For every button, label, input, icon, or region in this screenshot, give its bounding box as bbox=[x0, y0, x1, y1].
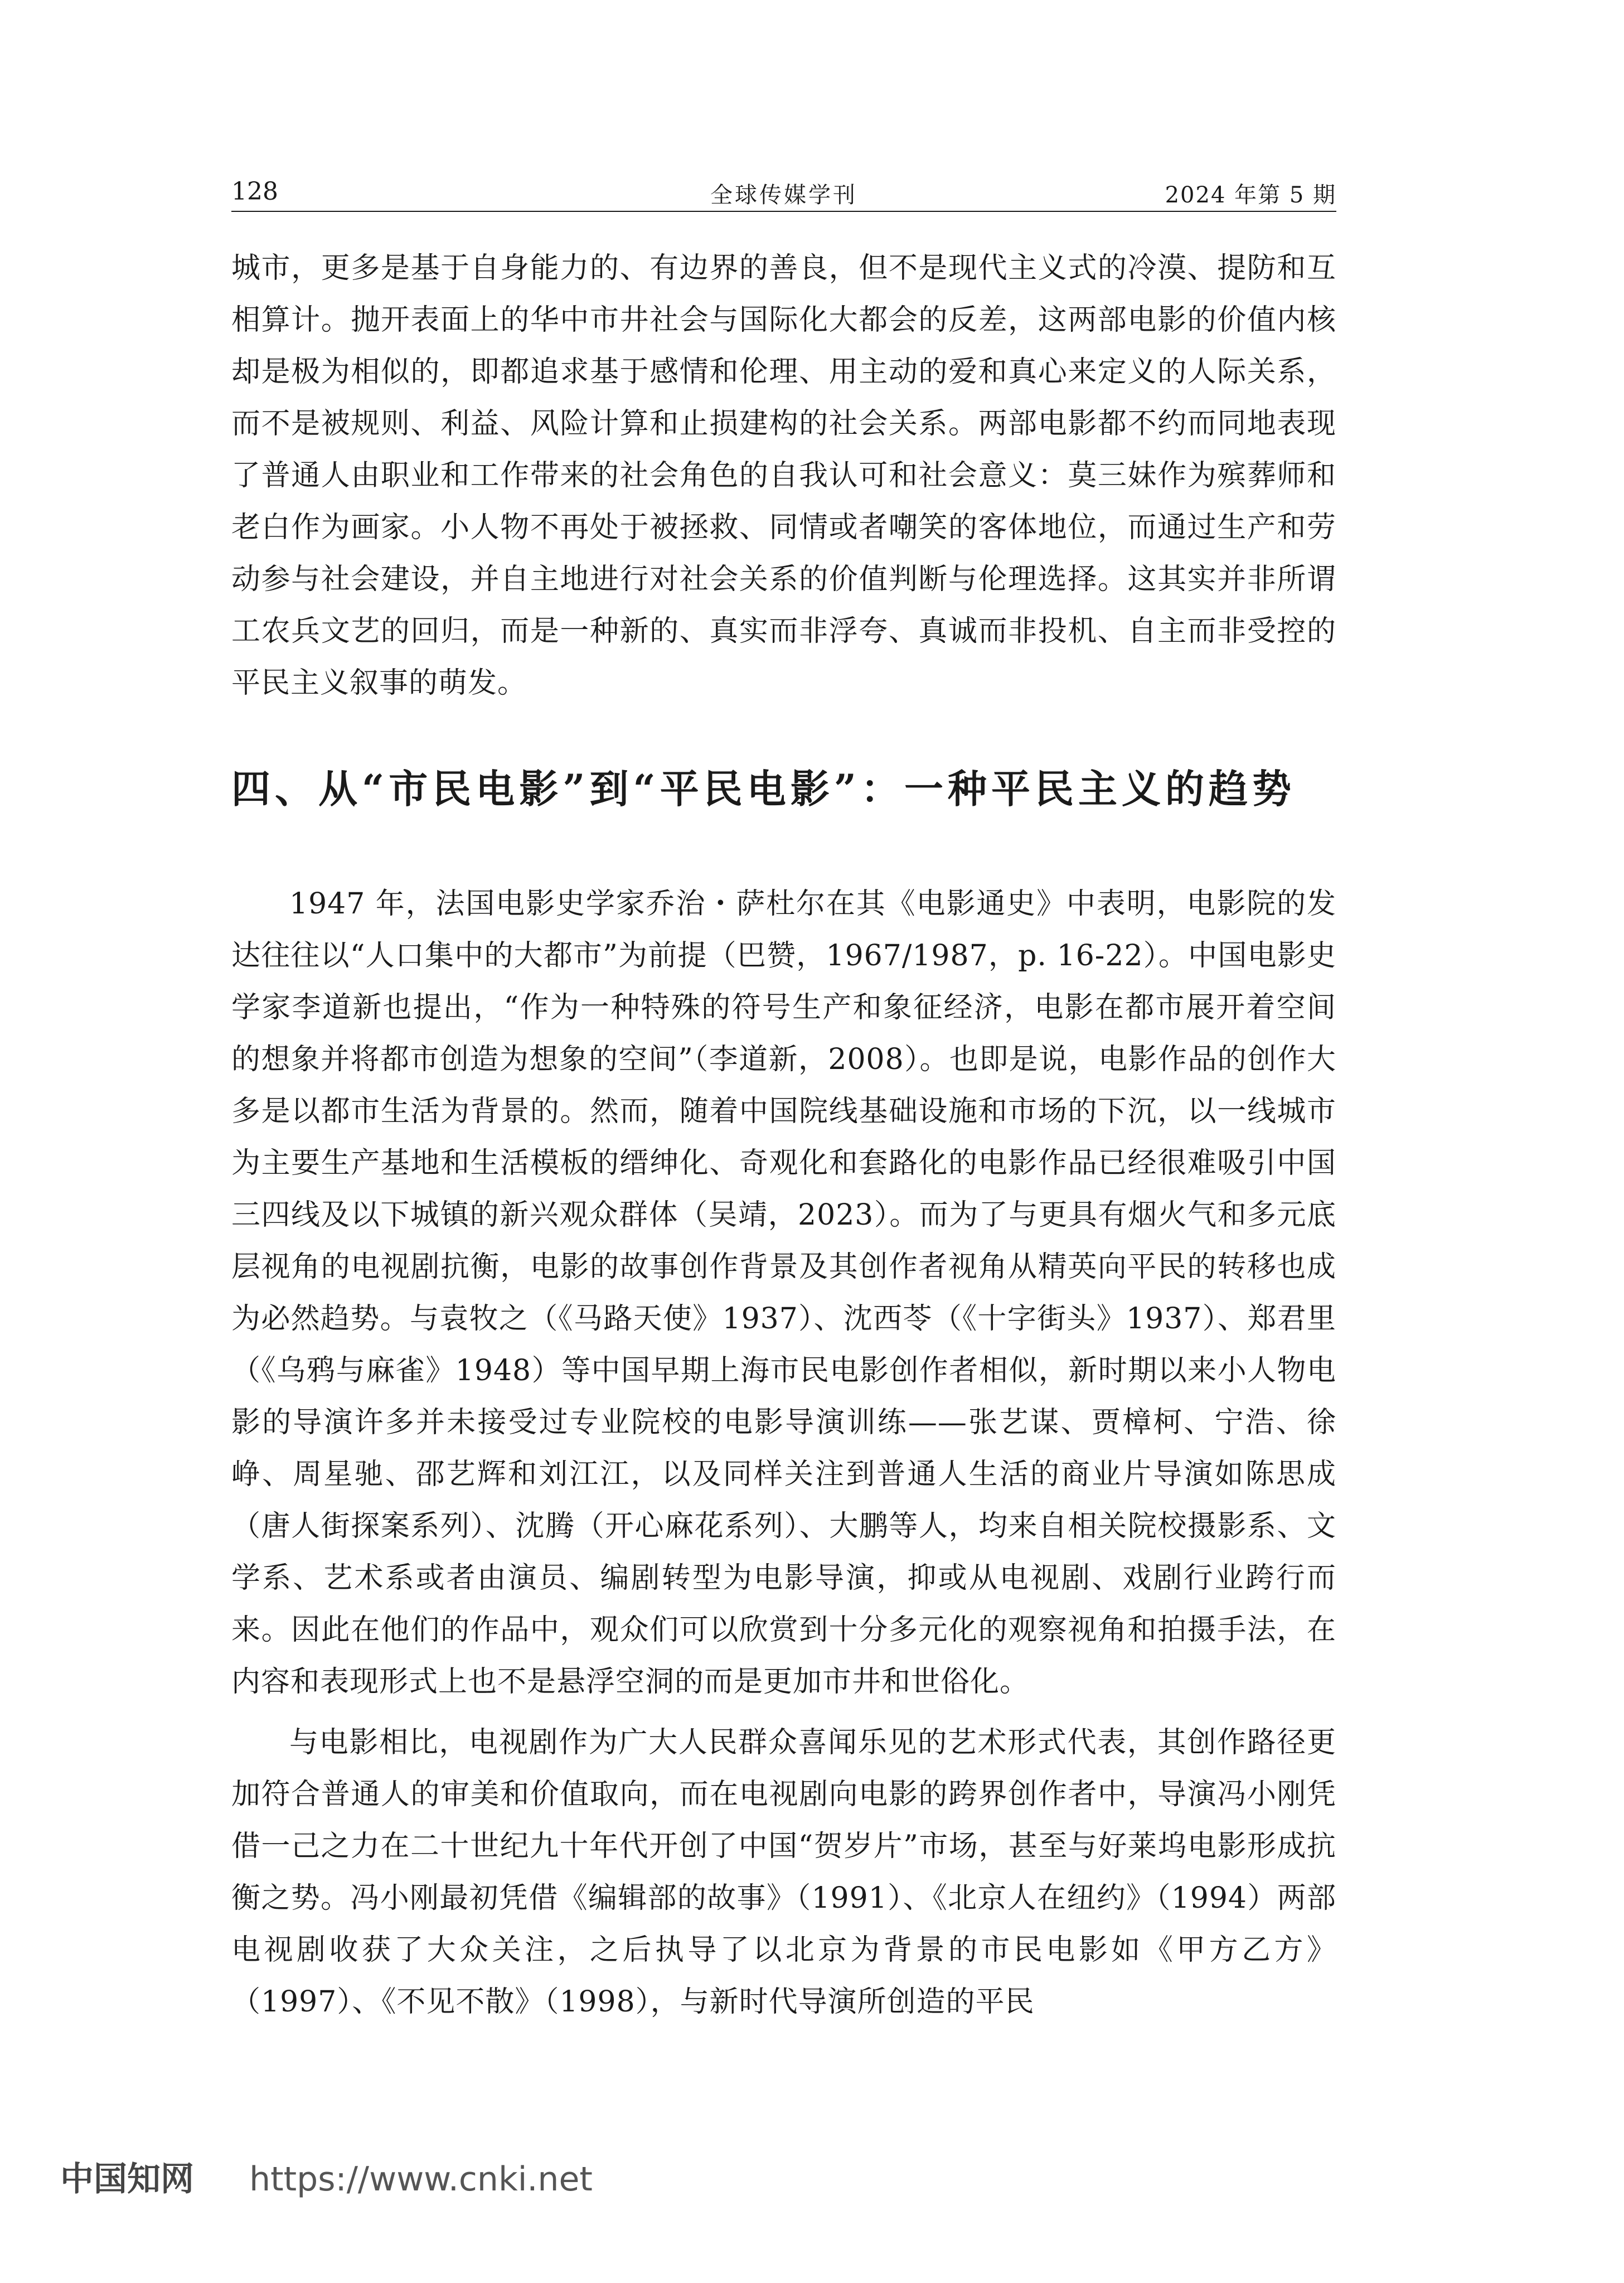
paragraph-2: 与电影相比，电视剧作为广大人民群众喜闻乐见的艺术形式代表，其创作路径更加符合普通人的审美和价值取向，而在电视剧向电影的跨界创作者中，导演冯小刚凭借一己之力在二十世纪九十年代开创了中国“贺岁片”市场，甚至与好莱坞电影形成抗衡之势。冯小刚最初凭借《编辑部的故事》（1991）、《北京人在纽约》（1994）两部电视剧收获了大众关注，之后执导了以北京为背景的市民电影如《甲方乙方》（1997）、《不见不散》（1998），与新时代导演所创造的平民 bbox=[231, 1726, 1336, 2019]
section-heading: 四、从“市民电影”到“平民电影”：一种平民主义的趋势 bbox=[231, 766, 1296, 812]
issue-label: 2024 年第 5 期 bbox=[1165, 182, 1336, 208]
page-number: 128 bbox=[231, 177, 278, 206]
watermark-footer bbox=[60, 2153, 593, 2200]
opening-text-block bbox=[231, 243, 1336, 709]
cnki-url-link[interactable]: https://www.cnki.net bbox=[249, 2160, 593, 2199]
running-header bbox=[231, 177, 1336, 212]
opening-paragraph: 城市，更多是基于自身能力的、有边界的善良，但不是现代主义式的冷漠、提防和互相算计。抛开表面上的华中市井社会与国际化大都会的反差，这两部电影的价值内核却是极为相似的，即都追求基于感情和伦理、用主动的爱和真心来定义的人际关系，而不是被规则、利益、风险计算和止损建构的社会关系。两部电影都不约而同地表现了普通人由职业和工作带来的社会角色的自我认可和社会意义：莫三妹作为殡葬师和老白作为画家。小人物不再处于被拯救、同情或者嘲笑的客体地位，而通过生产和劳动参与社会建设，并自主地进行对社会关系的价值判断与伦理选择。这其实并非所谓工农兵文艺的回归，而是一种新的、真实而非浮夸、真诚而非投机、自主而非受控的平民主义叙事的萌发。 bbox=[231, 251, 1336, 700]
journal-title: 全球传媒学刊 bbox=[710, 182, 857, 208]
section-text-block bbox=[231, 878, 1336, 2028]
paragraph-1: 1947 年，法国电影史学家乔治・萨杜尔在其《电影通史》中表明，电影院的发达往往以“人口集中的大都市”为前提（巴赞，1967/1987，p. 16-22）。中国电影史学家李道新也提出，“作为一种特殊的符号生产和象征经济，电影在都市展开着空间的想象并将都市创造为想象的空间”（李道新，2008）。也即是说，电影作品的创作大多是以都市生活为背景的。然而，随着中国院线基础设施和市场的下沉，以一线城市为主要生产基地和生活模板的缙绅化、奇观化和套路化的电影作品已经很难吸引中国三四线及以下城镇的新兴观众群体（吴靖，2023）。而为了与更具有烟火气和多元底层视角的电视剧抗衡，电影的故事创作背景及其创作者视角从精英向平民的转移也成为必然趋势。与袁牧之（《马路天使》1937）、沈西苓（《十字街头》1937）、郑君里（《乌鸦与麻雀》1948）等中国早期上海市民电影创作者相似，新时期以来小人物电影的导演许多并未接受过专业院校的电影导演训练——张艺谋、贾樟柯、宁浩、徐峥、周星驰、邵艺辉和刘江江，以及同样关注到普通人生活的商业片导演如陈思成（唐人街探案系列）、沈腾（开心麻花系列）、大鹏等人，均来自相关院校摄影系、文学系、艺术系或者由演员、编剧转型为电影导演，抑或从电视剧、戏剧行业跨行而来。因此在他们的作品中，观众们可以欣赏到十分多元化的观察视角和拍摄手法，在内容和表现形式上也不是悬浮空洞的而是更加市井和世俗化。 bbox=[231, 887, 1336, 1699]
cnki-logo: 中国知网 bbox=[60, 2160, 194, 2199]
